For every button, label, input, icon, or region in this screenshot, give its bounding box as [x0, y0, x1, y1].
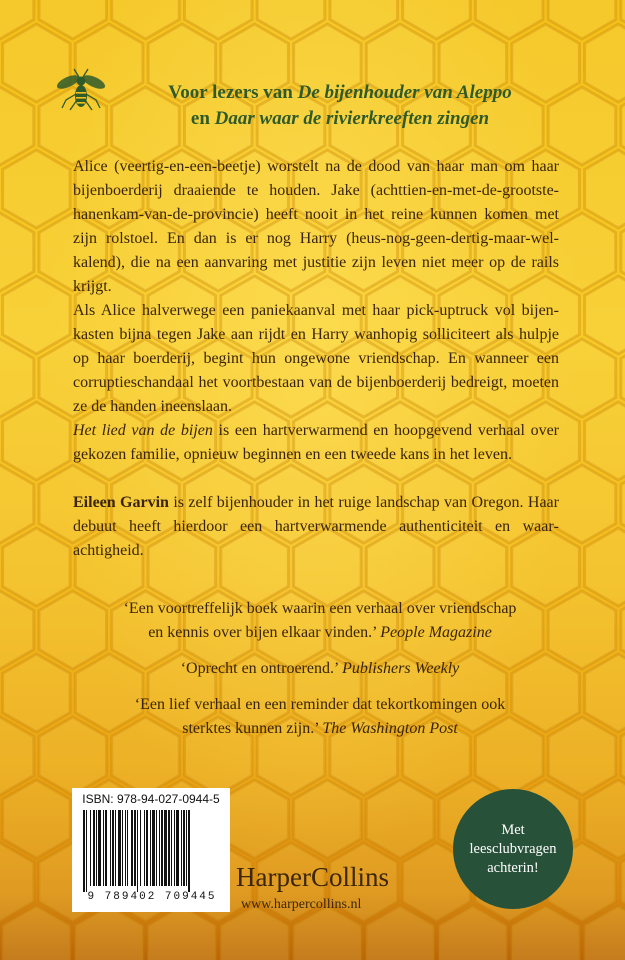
- publisher-logo: HarperCollins: [236, 862, 389, 892]
- isbn-label: ISBN: 978-94-027-0944-5: [82, 792, 220, 806]
- author-bio: [73, 491, 559, 563]
- description-paragraph-1: Alice (veertig-en-een-beetje) worstelt na de dood van haar man om haar bijenboerderij draaiende te houden. Jake (achttien-en-met-de-grootste-hanenkam-van-de-provincie) heeft nooit in het reine kunnen komen met zijn rolstoel. En dan is er nog Harry (heus-nog-geen-dertig-maar-wel-kalend), die na een aanvaring met justitie zijn leven niet meer op de rails krijgt.: [73, 158, 559, 295]
- review-quote-3: [120, 693, 520, 741]
- quote-source: People Magazine: [380, 624, 492, 641]
- quote-source: The Washington Post: [322, 720, 458, 737]
- review-quote-2: [120, 657, 520, 681]
- quote-text: ‘Een voortreffelijk boek waarin een verhaal over vriendschap en kennis over bijen elkaar vinden.’: [123, 600, 517, 641]
- badge-line-1: Met: [501, 821, 525, 838]
- quote-source: Publishers Weekly: [342, 660, 460, 677]
- badge-line-3: achterin!: [487, 859, 539, 876]
- tagline-title-1: De bijenhouder van Aleppo: [297, 82, 512, 103]
- author-name: Eileen Garvin: [73, 494, 169, 511]
- tagline-prefix-2: en: [190, 108, 215, 129]
- author-bio-text: is zelf bijenhouder in het ruige landschap van Oregon. Haar debuut heeft hierdoor een hartverwarmende authenticiteit en waarachtigheid.: [73, 494, 559, 559]
- badge-line-2: leesclubvragen: [469, 840, 557, 857]
- book-title: Het lied van de bijen: [73, 422, 213, 439]
- tagline-line-1: [110, 80, 570, 106]
- bee-icon: [52, 66, 110, 116]
- tagline-line-2: [110, 106, 570, 132]
- quote-text: ‘Een lief verhaal en een reminder dat tekortkomingen ook sterktes kunnen zijn.’: [134, 696, 506, 737]
- publisher-website: www.harpercollins.nl: [241, 897, 362, 912]
- tagline-prefix-1: Voor lezers van: [168, 82, 298, 103]
- review-quote-1: [120, 597, 520, 645]
- quote-text: ‘Oprecht en ontroerend.’: [180, 660, 343, 677]
- barcode-digits: 9 789402 709445: [87, 891, 217, 903]
- description-paragraph-3-text: is een hartverwarmend en hoopgevend verhaal over gekozen familie, opnieuw beginnen en een tweede kans in het leven.: [73, 422, 559, 463]
- description-paragraph-3: [73, 419, 559, 467]
- description-paragraph-2: Als Alice halverwege een paniekaanval met haar pick-uptruck vol bijenkasten bijna tegen Jake aan rijdt en Harry wanhopig solliciteert als hulpje op haar boerderij, begint hun ongewone vriendschap. En wanneer een corruptieschandaal het voortbestaan van de bijenboerderij bedreigt, moeten ze de handen ineenslaan.: [73, 302, 559, 415]
- barcode-panel: [72, 788, 230, 912]
- tagline-title-2: Daar waar de rivierkreeften zingen: [214, 108, 490, 129]
- barcode-image: [81, 810, 223, 892]
- book-club-badge: [453, 789, 573, 909]
